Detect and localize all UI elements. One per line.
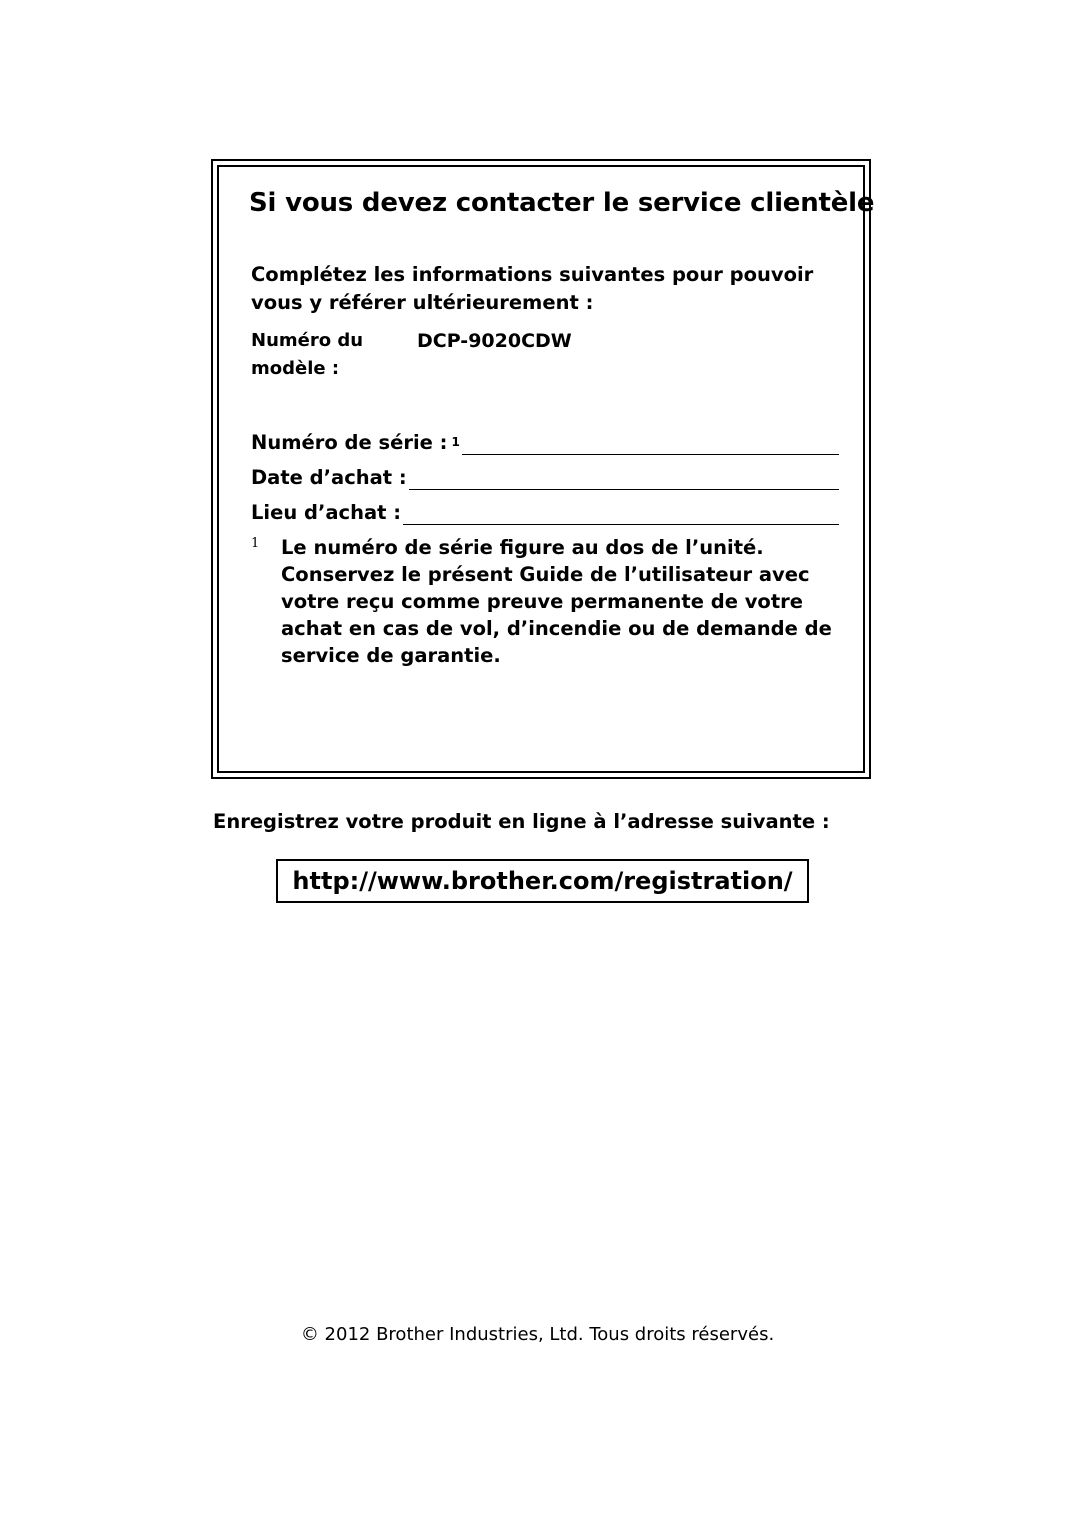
purchase-place-row	[251, 499, 839, 527]
serial-footnote-reference: 1	[451, 435, 460, 449]
customer-service-box	[211, 159, 875, 779]
model-number-value: DCP-9020CDW	[417, 330, 572, 352]
purchase-date-label: Date d’achat :	[251, 466, 407, 489]
customer-service-box-inner	[217, 165, 875, 773]
copyright-notice: © 2012 Brother Industries, Ltd. Tous droits réservés.	[300, 1324, 775, 1345]
model-number-label: Numéro du modèle :	[251, 330, 364, 379]
serial-number-blank-line	[462, 432, 839, 455]
footnote-marker: 1	[251, 536, 260, 551]
registration-prompt: Enregistrez votre produit en ligne à l’adresse suivante :	[213, 810, 830, 833]
purchase-date-blank-line	[409, 467, 839, 490]
purchase-place-blank-line	[403, 502, 839, 525]
purchase-place-label: Lieu d’achat :	[251, 501, 402, 524]
registration-url-link[interactable]: http://www.brother.com/registration/	[276, 859, 809, 903]
box-intro-text: Complétez les informations suivantes pour pouvoir vous y référer ultérieurement :	[251, 263, 814, 314]
serial-number-label: Numéro de série :	[251, 431, 448, 454]
serial-number-row	[251, 429, 839, 457]
purchase-date-row	[251, 464, 839, 492]
box-heading: Si vous devez contacter le service clientèle	[249, 188, 875, 218]
footnote-text: Le numéro de série figure au dos de l’unité. Conservez le présent Guide de l’utilisateur avec votre reçu comme preuve permanente de votre achat en cas de vol, d’incendie ou de demande de service de garantie.	[281, 536, 832, 667]
